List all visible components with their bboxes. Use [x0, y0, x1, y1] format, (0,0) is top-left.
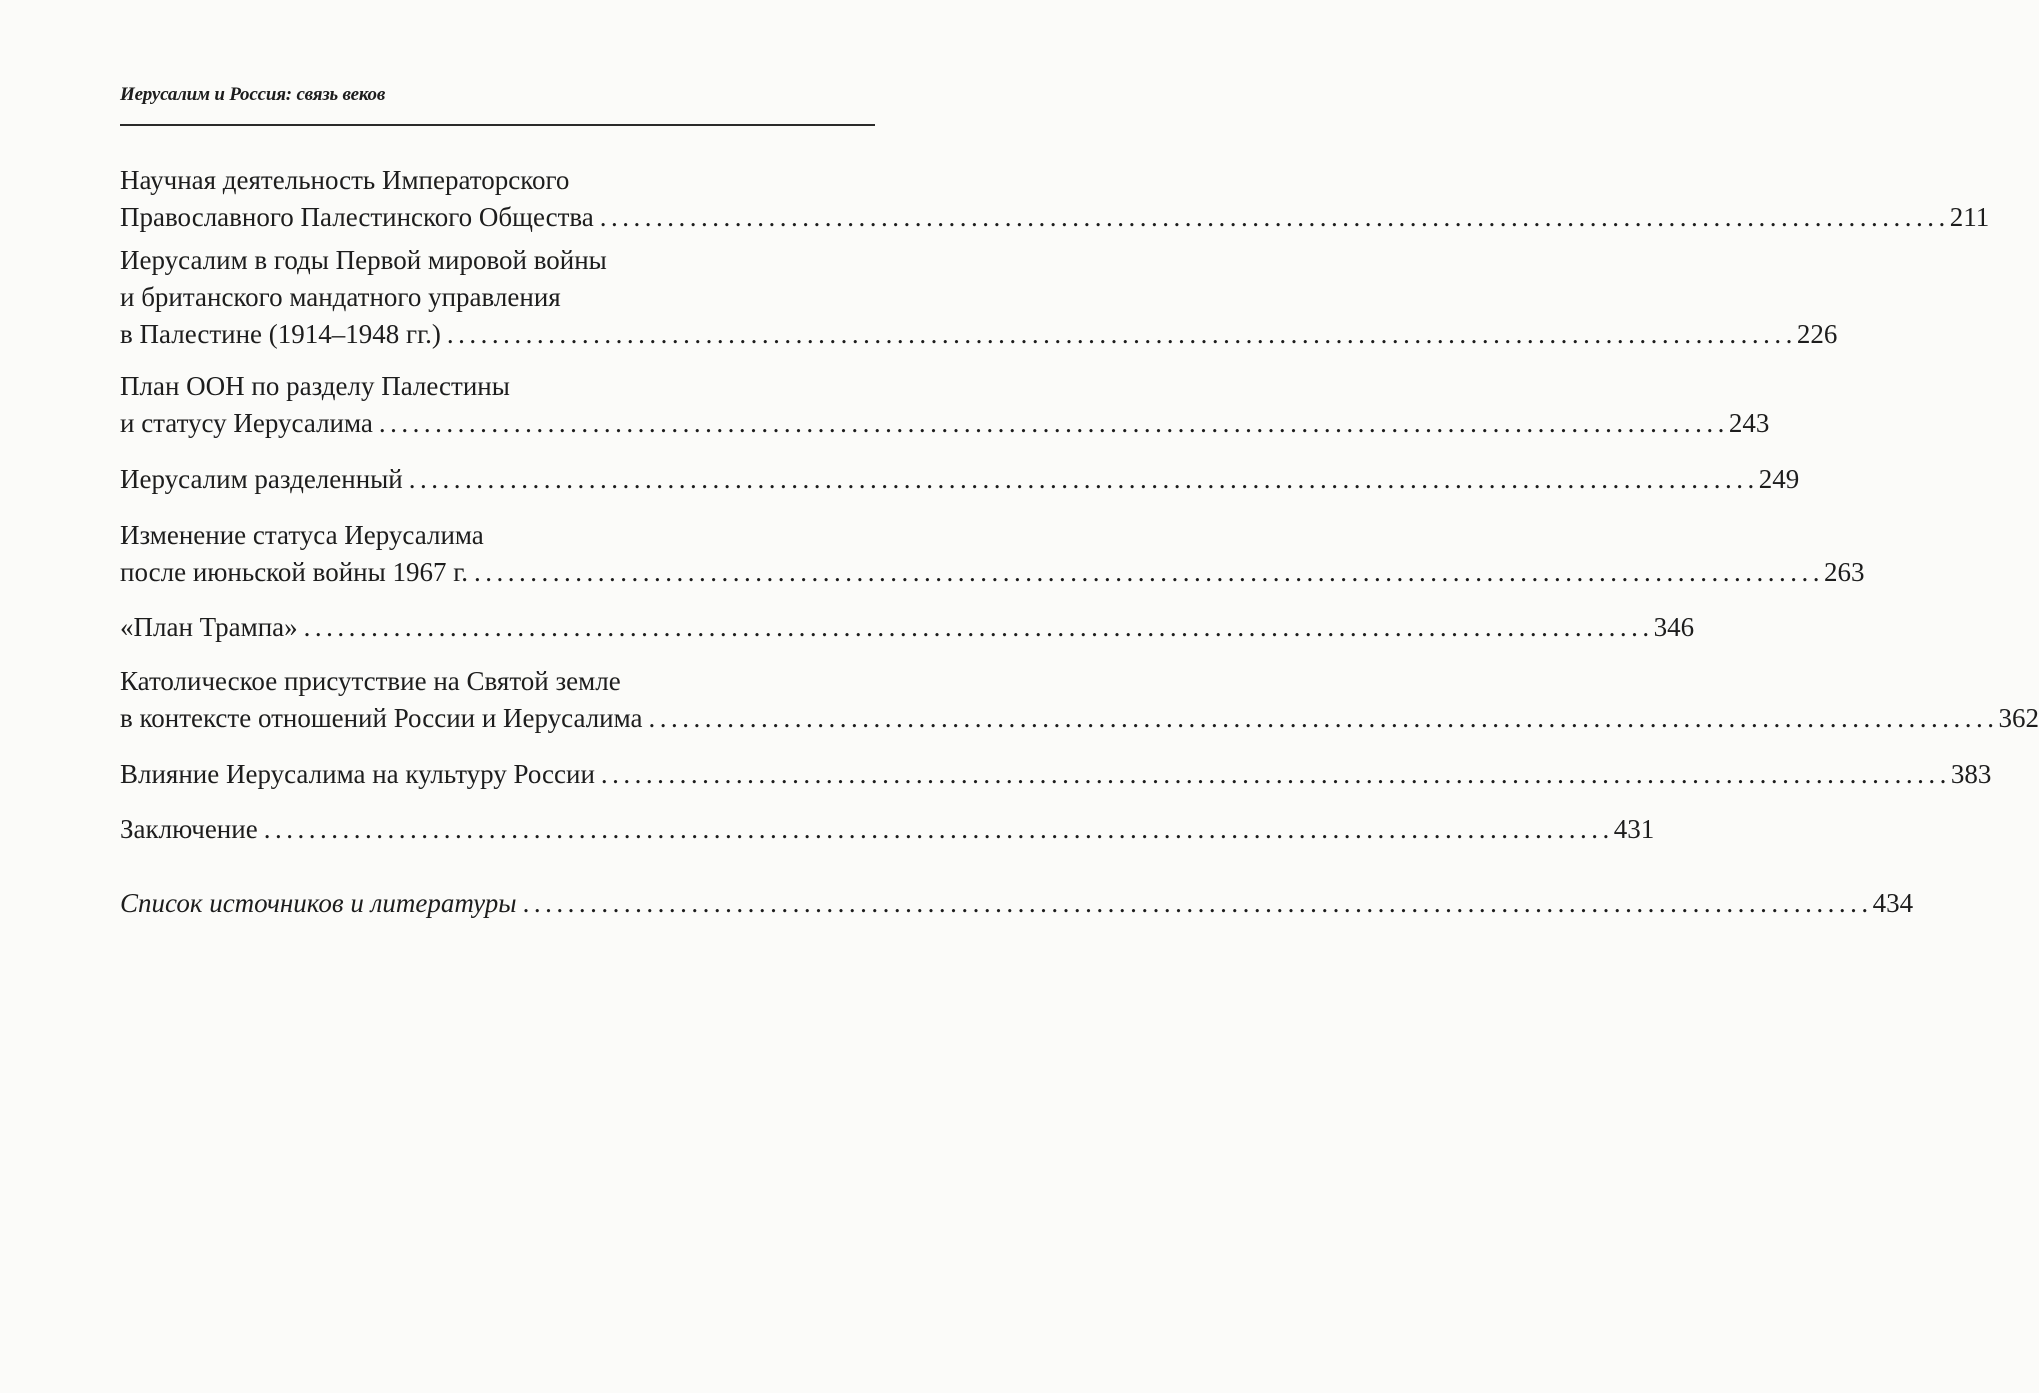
- toc-page-number: 346: [1653, 612, 1695, 642]
- toc-entry-title: Список источников и литературы: [120, 888, 517, 918]
- toc-page-number: 383: [1950, 759, 1992, 789]
- dot-leader: ........................................................................................................................: [303, 612, 1654, 642]
- dot-leader: ........................................................................................................................: [522, 888, 1873, 918]
- toc-entry-title: Католическое присутствие на Святой земле: [120, 666, 621, 696]
- toc-entry-line: [120, 700, 2039, 737]
- toc-page-number: 263: [1824, 557, 1865, 587]
- toc-page-number: 431: [1613, 814, 1655, 844]
- toc-entry-line: [120, 461, 1800, 498]
- dot-leader: ........................................................................................................................: [474, 557, 1825, 587]
- toc-entry-title: и статусу Иерусалима: [120, 408, 373, 438]
- dot-leader: ........................................................................................................................: [378, 408, 1729, 438]
- toc-entry-title: Научная деятельность Императорского: [120, 165, 570, 195]
- toc-entry-line: [120, 199, 1990, 236]
- dot-leader: ........................................................................................................................: [599, 202, 1950, 232]
- toc-entry-title: Изменение статуса Иерусалима: [120, 520, 484, 550]
- toc-entry-title: План ООН по разделу Палестины: [120, 371, 510, 401]
- dot-leader: ........................................................................................................................: [408, 464, 1759, 494]
- toc-entry-title: Иерусалим разделенный: [120, 464, 403, 494]
- dot-leader: ........................................................................................................................: [446, 319, 1797, 349]
- toc-entry-title: Влияние Иерусалима на культуру России: [120, 759, 595, 789]
- toc-entry[interactable]: [120, 368, 1770, 442]
- toc-entry-line: [120, 885, 1914, 922]
- toc-entry-title: Заключение: [120, 814, 258, 844]
- toc-page-number: 211: [1949, 202, 1990, 232]
- toc-entry-line: [120, 554, 1865, 591]
- toc-page-number: 434: [1872, 888, 1914, 918]
- toc-entry-title: и британского мандатного управления: [120, 282, 561, 312]
- running-head: Иерусалим и Россия: связь веков: [120, 84, 386, 105]
- toc-entry-line: [120, 811, 1655, 848]
- dot-leader: ........................................................................................................................: [600, 759, 1951, 789]
- toc-entry-line: [120, 609, 1695, 646]
- toc-entry-title: в Палестине (1914–1948 гг.): [120, 319, 441, 349]
- toc-page-number: 226: [1796, 319, 1838, 349]
- toc-entry-line: [120, 162, 872, 199]
- toc-entry-line: [120, 756, 1992, 793]
- toc-entry-line: [120, 242, 872, 279]
- toc-entry-title: в контексте отношений России и Иерусалима: [120, 703, 643, 733]
- toc-entry[interactable]: [120, 517, 1865, 591]
- toc-entry[interactable]: [120, 242, 1838, 353]
- toc-page-number: 249: [1758, 464, 1800, 494]
- toc-entry[interactable]: [120, 162, 1990, 236]
- toc-entry[interactable]: [120, 461, 1800, 498]
- toc-entry-title: Православного Палестинского Общества: [120, 202, 594, 232]
- toc-entry-title: «План Трампа»: [120, 612, 298, 642]
- toc-entry-line: [120, 663, 872, 700]
- toc-entry-title: Иерусалим в годы Первой мировой войны: [120, 245, 607, 275]
- toc-entry[interactable]: [120, 885, 1914, 922]
- dot-leader: ........................................................................................................................: [263, 814, 1614, 844]
- toc-entry[interactable]: [120, 609, 1695, 646]
- toc-entry[interactable]: [120, 811, 1655, 848]
- toc-entry-line: [120, 368, 872, 405]
- toc-entry-title: после июньской войны 1967 г.: [120, 557, 469, 587]
- toc-page-number: 362: [1998, 703, 2039, 733]
- header-rule: [120, 124, 875, 126]
- toc-entry[interactable]: [120, 663, 2039, 737]
- toc-entry-line: [120, 279, 872, 316]
- toc-entry-line: [120, 405, 1770, 442]
- dot-leader: ........................................................................................................................: [648, 703, 1999, 733]
- toc-page-number: 243: [1728, 408, 1770, 438]
- toc-entry-line: [120, 316, 1838, 353]
- toc-entry-line: [120, 517, 872, 554]
- toc-entry[interactable]: [120, 756, 1992, 793]
